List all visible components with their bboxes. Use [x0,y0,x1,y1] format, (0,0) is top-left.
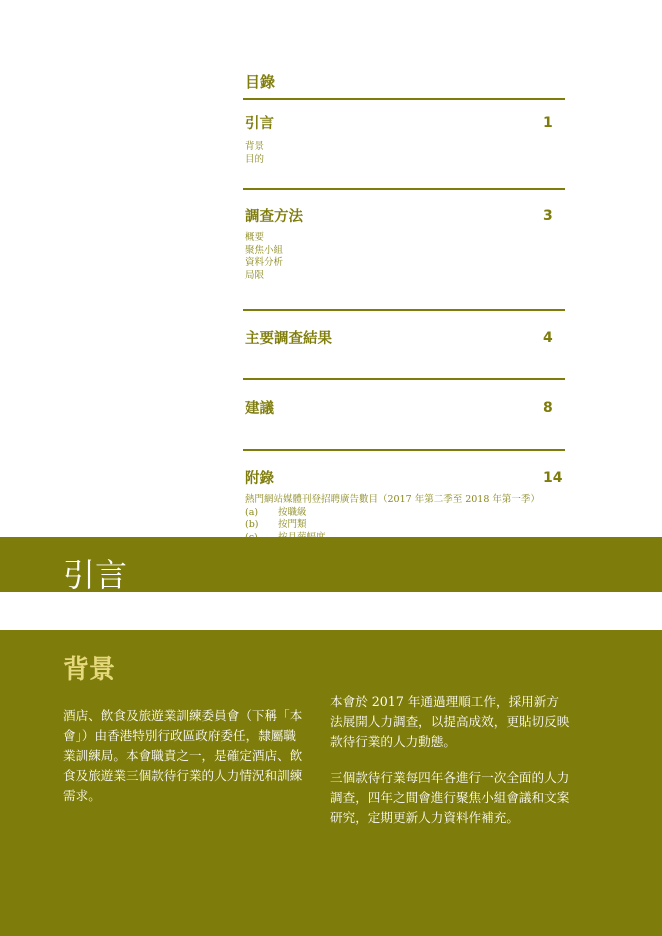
divider [243,449,565,451]
background-paragraph: 酒店、飲食及旅遊業訓練委員會（下稱「本會」）由香港特別行政區政府委任，隸屬職業訓練局。本會職責之一，是確定酒店、飲食及旅遊業三個款待行業的人力情況和訓練需求。 [63,708,303,803]
toc-section-name: 附錄 [245,471,274,487]
toc-section-method[interactable] [243,205,565,309]
toc-subsection[interactable]: 資料分析 [245,257,284,268]
toc-item-text: 按職級 [278,506,307,518]
toc-page-number: 3 [543,207,553,224]
toc-subsection[interactable]: 背景 [245,141,265,152]
toc-subsection[interactable]: 聚焦小組 [245,244,284,256]
toc-title: 目錄 [245,73,276,91]
toc-section-intro[interactable] [243,112,565,188]
divider [243,378,565,380]
background-section [0,630,662,936]
toc-section-recommendations[interactable] [243,397,565,449]
section-heading: 背景 [63,655,116,685]
toc-item-label: (b) [245,519,259,530]
toc-subsection[interactable]: 局限 [245,269,265,281]
toc-section-name: 主要調查結果 [245,331,332,347]
chapter-title: 引言 [63,556,128,594]
divider [243,309,565,311]
background-paragraph: 本會於 2017 年通過理順工作，採用新方法展開人力調查，以提高成效，更貼切反映款待行業的人力動態。 [330,694,570,749]
divider [243,188,565,190]
toc-section-findings[interactable] [243,327,565,378]
toc-page-number: 8 [543,399,553,416]
toc-section-name: 引言 [245,116,274,132]
toc-subsection[interactable]: 概要 [245,232,265,243]
chapter-banner [0,537,662,592]
divider [243,98,565,100]
toc-item-label: (a) [245,506,259,518]
toc-appendix-item[interactable] [245,519,565,532]
toc-section-name: 建議 [245,401,274,417]
toc-appendix-intro[interactable]: 熱門網站媒體刊登招聘廣告數目（2017 年第二季至 2018 年第一季） [245,494,540,505]
toc-page-number: 1 [543,114,553,131]
background-paragraph: 三個款待行業每四年各進行一次全面的人力調查，四年之間會進行聚焦小組會議和文案研究，定期更新人力資料作補充。 [330,770,570,825]
toc-page-number: 4 [543,329,553,346]
toc-section-name: 調查方法 [245,209,303,225]
toc-appendix-item[interactable] [245,507,565,520]
table-of-contents [243,72,565,588]
toc-item-text: 按門類 [278,519,307,530]
toc-page-number: 14 [543,469,563,486]
toc-subsection[interactable]: 目的 [245,153,265,165]
